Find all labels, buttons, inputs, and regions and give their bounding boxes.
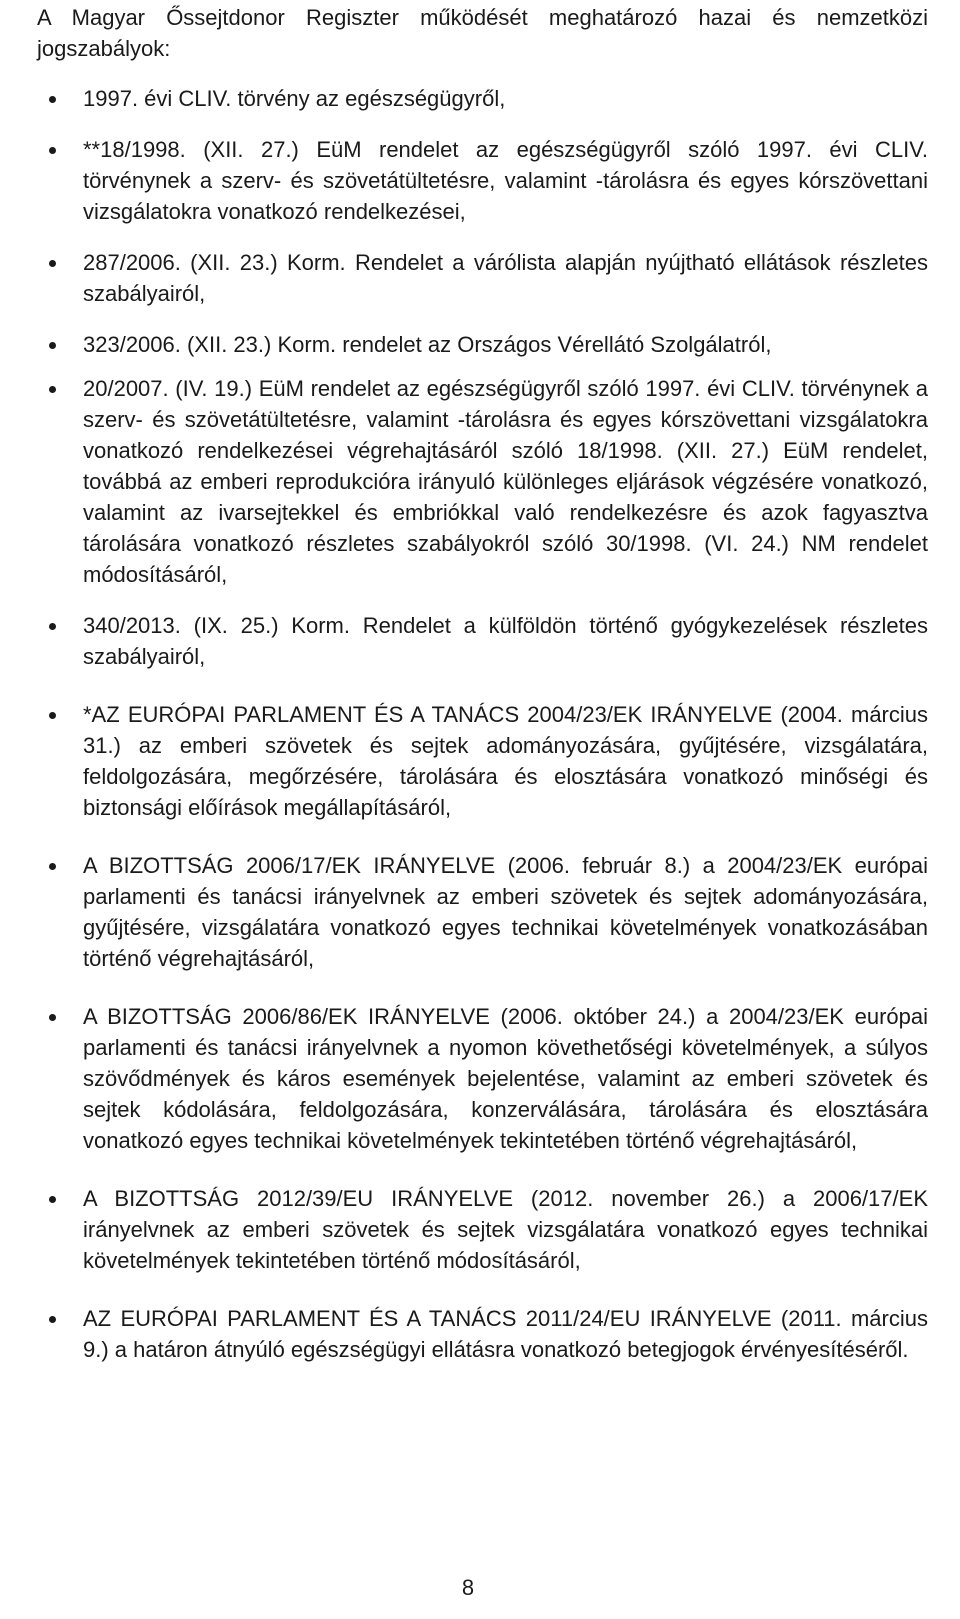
list-item-text: 323/2006. (XII. 23.) Korm. rendelet az Országos Vérellátó Szolgálatról,	[83, 332, 772, 357]
list-item-text: 287/2006. (XII. 23.) Korm. Rendelet a várólista alapján nyújtható ellátások részletes szabályairól,	[83, 250, 928, 306]
list-item-text: 1997. évi CLIV. törvény az egészségügyről,	[83, 86, 506, 111]
page-number: 8	[461, 1575, 475, 1600]
list-item	[37, 1183, 928, 1276]
bullet-icon	[49, 712, 56, 719]
intro-paragraph: A Magyar Őssejtdonor Regiszter működését meghatározó hazai és nemzetközi jogszabályok:	[37, 5, 928, 61]
list-item	[37, 134, 928, 227]
bullet-icon	[49, 386, 56, 393]
document-page	[37, 0, 928, 1381]
bullet-icon	[49, 260, 56, 267]
list-item	[37, 850, 928, 974]
list-item	[37, 1303, 928, 1365]
list-item	[37, 373, 928, 590]
list-item-text: A BIZOTTSÁG 2012/39/EU IRÁNYELVE (2012. november 26.) a 2006/17/EK irányelvnek az emberi szövetek és sejtek vizsgálatára vonatkozó egyes technikai követelmények tekintetében történő módosításáról,	[83, 1186, 928, 1273]
bullet-icon	[49, 863, 56, 870]
list-item-text: A BIZOTTSÁG 2006/86/EK IRÁNYELVE (2006. október 24.) a 2004/23/EK európai parlamenti és tanácsi irányelvnek a nyomon követhetőségi követelmények, a súlyos szövődmények és káros események bejelentése, valamint az emberi szövetek és sejtek kódolására, feldolgozására, konzerválására, tárolására és elosztására vonatkozó egyes technikai követelmények tekintetében történő végrehajtásáról,	[83, 1004, 928, 1153]
list-item-text: **18/1998. (XII. 27.) EüM rendelet az egészségügyről szóló 1997. évi CLIV. törvénynek a szerv- és szövetátültetésre, valamint -tárolásra és egyes kórszövettani vizsgálatokra vonatkozó rendelkezései,	[83, 137, 928, 224]
bullet-icon	[49, 96, 56, 103]
bullet-icon	[49, 342, 56, 349]
legislation-list	[37, 83, 928, 1365]
list-item-text: 340/2013. (IX. 25.) Korm. Rendelet a külföldön történő gyógykezelések részletes szabályairól,	[83, 613, 928, 669]
list-item-text: A BIZOTTSÁG 2006/17/EK IRÁNYELVE (2006. február 8.) a 2004/23/EK európai parlamenti és tanácsi irányelvnek az emberi szövetek és sejtek adományozására, gyűjtésére, vizsgálatára vonatkozó egyes technikai követelmények vonatkozásában történő végrehajtásáról,	[83, 853, 928, 971]
bullet-icon	[49, 1196, 56, 1203]
list-item	[37, 610, 928, 672]
bullet-icon	[49, 147, 56, 154]
bullet-icon	[49, 1316, 56, 1323]
list-item	[37, 1001, 928, 1156]
list-item	[37, 699, 928, 823]
bullet-icon	[49, 623, 56, 630]
list-item-text: AZ EURÓPAI PARLAMENT ÉS A TANÁCS 2011/24/EU IRÁNYELVE (2011. március 9.) a határon átnyúló egészségügyi ellátásra vonatkozó betegjogok érvényesítéséről.	[83, 1306, 928, 1362]
bullet-icon	[49, 1014, 56, 1021]
list-item-text: *AZ EURÓPAI PARLAMENT ÉS A TANÁCS 2004/23/EK IRÁNYELVE (2004. március 31.) az emberi szövetek és sejtek adományozására, gyűjtésére, vizsgálatára, feldolgozására, megőrzésére, tárolására és elosztására vonatkozó minőségi és biztonsági előírások megállapításáról,	[83, 702, 928, 820]
list-item	[37, 247, 928, 309]
list-item	[37, 329, 928, 360]
list-item	[37, 83, 928, 114]
list-item-text: 20/2007. (IV. 19.) EüM rendelet az egészségügyről szóló 1997. évi CLIV. törvénynek a szerv- és szövetátültetésre, valamint -tárolásra és egyes kórszövettani vizsgálatokra vonatkozó rendelkezései végrehajtásáról szóló 18/1998. (XII. 27.) EüM rendelet, továbbá az emberi reprodukcióra irányuló különleges eljárások végzésére vonatkozó, valamint az ivarsejtekkel és embriókkal való rendelkezésre és azok fagyasztva tárolására vonatkozó részletes szabályokról szóló 30/1998. (VI. 24.) NM rendelet módosításáról,	[83, 376, 928, 587]
